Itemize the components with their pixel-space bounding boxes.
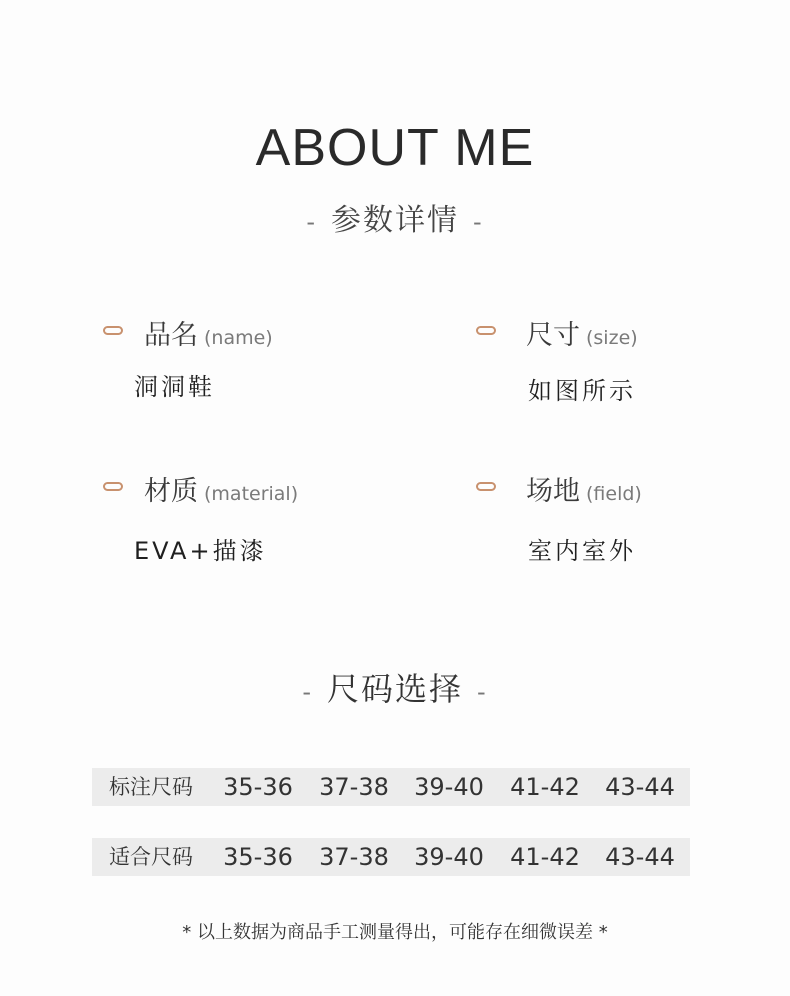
size-cell: 41-42: [510, 843, 580, 871]
size-cell: 39-40: [414, 843, 484, 871]
size-cell: 43-44: [605, 843, 675, 871]
size-cell: 37-38: [319, 843, 389, 871]
param-label-en: (name): [204, 327, 273, 349]
subtitle-text: 参数详情: [331, 203, 459, 238]
size-row-labeled: [92, 768, 690, 806]
measurement-note: * 以上数据为商品手工测量得出，可能存在细微误差 *: [182, 922, 608, 943]
section-subtitle: [0, 195, 790, 239]
size-dash-right: -: [477, 678, 488, 706]
pill-icon: [476, 482, 496, 491]
subtitle-dash-right: -: [473, 208, 484, 236]
param-label-en: (size): [586, 327, 638, 349]
param-value: 室内室外: [528, 537, 636, 565]
row-header: 适合尺码: [109, 845, 193, 869]
pill-icon: [103, 482, 123, 491]
size-cell: 35-36: [223, 843, 293, 871]
size-title-text: 尺码选择: [326, 670, 463, 708]
param-label: [526, 469, 642, 508]
param-value: 如图所示: [528, 377, 636, 405]
row-header: 标注尺码: [109, 775, 193, 799]
size-cell: 43-44: [605, 773, 675, 801]
param-label-cn: 尺寸: [526, 320, 580, 351]
param-value: 洞洞鞋: [134, 373, 215, 401]
param-label-cn: 品名: [144, 320, 198, 351]
page-title: ABOUT ME: [255, 119, 535, 177]
size-cell: 39-40: [414, 773, 484, 801]
size-cell: 35-36: [223, 773, 293, 801]
param-label: [144, 469, 298, 508]
param-label: [526, 313, 638, 352]
param-label: [144, 313, 273, 352]
size-row-fit: [92, 838, 690, 876]
pill-icon: [103, 326, 123, 335]
size-cell: 37-38: [319, 773, 389, 801]
size-section-title: [0, 664, 790, 710]
param-label-en: (material): [204, 483, 299, 505]
param-label-en: (field): [586, 483, 642, 505]
param-label-cn: 材质: [144, 476, 198, 507]
param-value: EVA+描漆: [134, 537, 267, 565]
size-dash-left: -: [302, 678, 313, 706]
size-cell: 41-42: [510, 773, 580, 801]
param-label-cn: 场地: [526, 476, 580, 507]
pill-icon: [476, 326, 496, 335]
subtitle-dash-left: -: [306, 208, 317, 236]
